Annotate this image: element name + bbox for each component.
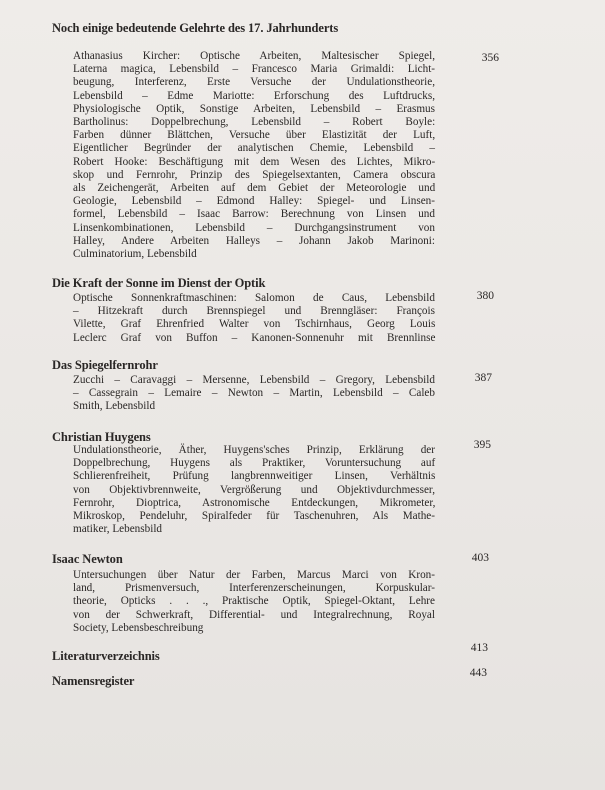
body-line: Mikroskop, Pendeluhr, Spiralfeder für Taschenuhren, Als Mathe- — [73, 510, 435, 523]
section-body — [73, 444, 435, 536]
body-line: Optische Sonnenkraftmaschinen: Salomon de Caus, Lebensbild — [73, 292, 435, 304]
page-number: 356 — [481, 52, 499, 64]
body-line: Untersuchungen über Natur der Farben, Marcus Marci von Kron- — [73, 569, 435, 581]
body-line: Undulationstheorie, Äther, Huygens'sches Prinzip, Erklärung der — [73, 444, 435, 456]
body-line: Robert Hooke: Beschäftigung mit dem Wesen des Lichtes, Mikro- — [73, 155, 436, 168]
page-number: 403 — [471, 552, 489, 564]
body-line: – Cassegrain – Lemaire – Newton – Martin, Lebensbild – Caleb — [73, 387, 435, 400]
page-number: 387 — [474, 372, 492, 384]
page-number: 395 — [473, 439, 491, 451]
body-line: Physiologische Optik, Sonstige Arbeiten, Lebensbild – Erasmus — [73, 102, 435, 115]
body-line: beugung, Interferenz, Erste Versuche der Undulationstheorie, — [73, 76, 435, 89]
body-line: von der Schwerkraft, Differential- und Integralrechnung, Royal — [73, 608, 435, 621]
body-line: Smith, Lebensbild — [73, 400, 156, 413]
section-heading: Literaturverzeichnis — [52, 649, 160, 663]
body-line: land, Prismenversuch, Interferenzerscheinungen, Korpuskular- — [73, 582, 435, 595]
body-line: Eigentlicher Begründer der analytischen Chemie, Lebensbild – — [73, 142, 435, 155]
body-line: von Objektivbrennweite, Vergrößerung und Objektivdurchmesser, — [73, 483, 435, 496]
body-line: Laterna magica, Lebensbild – Francesco Maria Grimaldi: Licht- — [73, 63, 436, 76]
body-line: Halley, Andere Arbeiten Halleys – Johann Jakob Marinoni: — [73, 234, 435, 247]
section-body — [73, 569, 435, 635]
section-body — [73, 374, 435, 414]
body-line: formel, Lebensbild – Isaac Barrow: Berechnung von Linsen und — [73, 208, 435, 221]
page-number: 380 — [476, 290, 494, 302]
section-heading: Noch einige bedeutende Gelehrte des 17. Jahrhunderts — [52, 21, 339, 35]
body-line: Society, Lebensbeschreibung — [73, 621, 204, 634]
body-line: Vilette, Graf Ehrenfried Walter von Tschirnhaus, Georg Louis — [73, 318, 436, 331]
body-line: Culminatorium, Lebensbild — [73, 248, 197, 261]
body-line: Farben dünner Blättchen, Versuche über Elastizität der Luft, — [73, 129, 436, 142]
body-line: Leclerc Graf von Buffon – Kanonen-Sonnenuhr mit Brennlinse — [73, 331, 436, 344]
body-line: Doppelbrechung, Huygens als Praktiker, Voruntersuchung auf — [73, 457, 436, 470]
section-heading: Namensregister — [52, 674, 135, 688]
page-number: 443 — [469, 667, 487, 679]
section-body — [73, 292, 435, 345]
section-body — [73, 50, 435, 261]
body-line: Linsenkombinationen, Lebensbild – Durchgangsinstrument von — [73, 221, 435, 234]
body-line: – Hitzekraft durch Brennspiegel und Brenngläser: François — [73, 305, 435, 318]
body-line: theorie, Opticks . . ., Praktische Optik, Spiegel-Oktant, Lehre — [73, 595, 435, 608]
body-line: Zucchi – Caravaggi – Mersenne, Lebensbild – Gregory, Lebensbild — [73, 374, 435, 386]
body-line: matiker, Lebensbild — [73, 523, 163, 536]
body-line: Fernrohr, Dioptrica, Astronomische Entdeckungen, Mikrometer, — [73, 496, 436, 509]
section-heading: Christian Huygens — [52, 430, 151, 444]
body-line: Bartholinus: Doppelbrechung, Lebensbild – Robert Boyle: — [73, 116, 436, 129]
section-heading: Das Spiegelfernrohr — [52, 358, 158, 372]
section-heading: Isaac Newton — [52, 552, 123, 566]
body-line: Lebensbild – Edme Mariotte: Erforschung des Luftdrucks, — [73, 89, 435, 102]
body-line: Geologie, Lebensbild – Edmond Halley: Spiegel- und Linsen- — [73, 195, 435, 208]
body-line: Athanasius Kircher: Optische Arbeiten, Maltesischer Spiegel, — [73, 50, 435, 62]
body-line: Schlierenfreiheit, Prüfung langbrennweitiger Linsen, Verhältnis — [73, 470, 436, 483]
section-heading: Die Kraft der Sonne im Dienst der Optik — [52, 276, 266, 290]
body-line: skop und Fernrohr, Prinzip des Spiegelsextanten, Camera obscura — [73, 168, 436, 181]
body-line: als Zeichengerät, Arbeiten auf dem Gebiet der Meteorologie und — [73, 182, 436, 195]
page-number: 413 — [470, 642, 488, 654]
